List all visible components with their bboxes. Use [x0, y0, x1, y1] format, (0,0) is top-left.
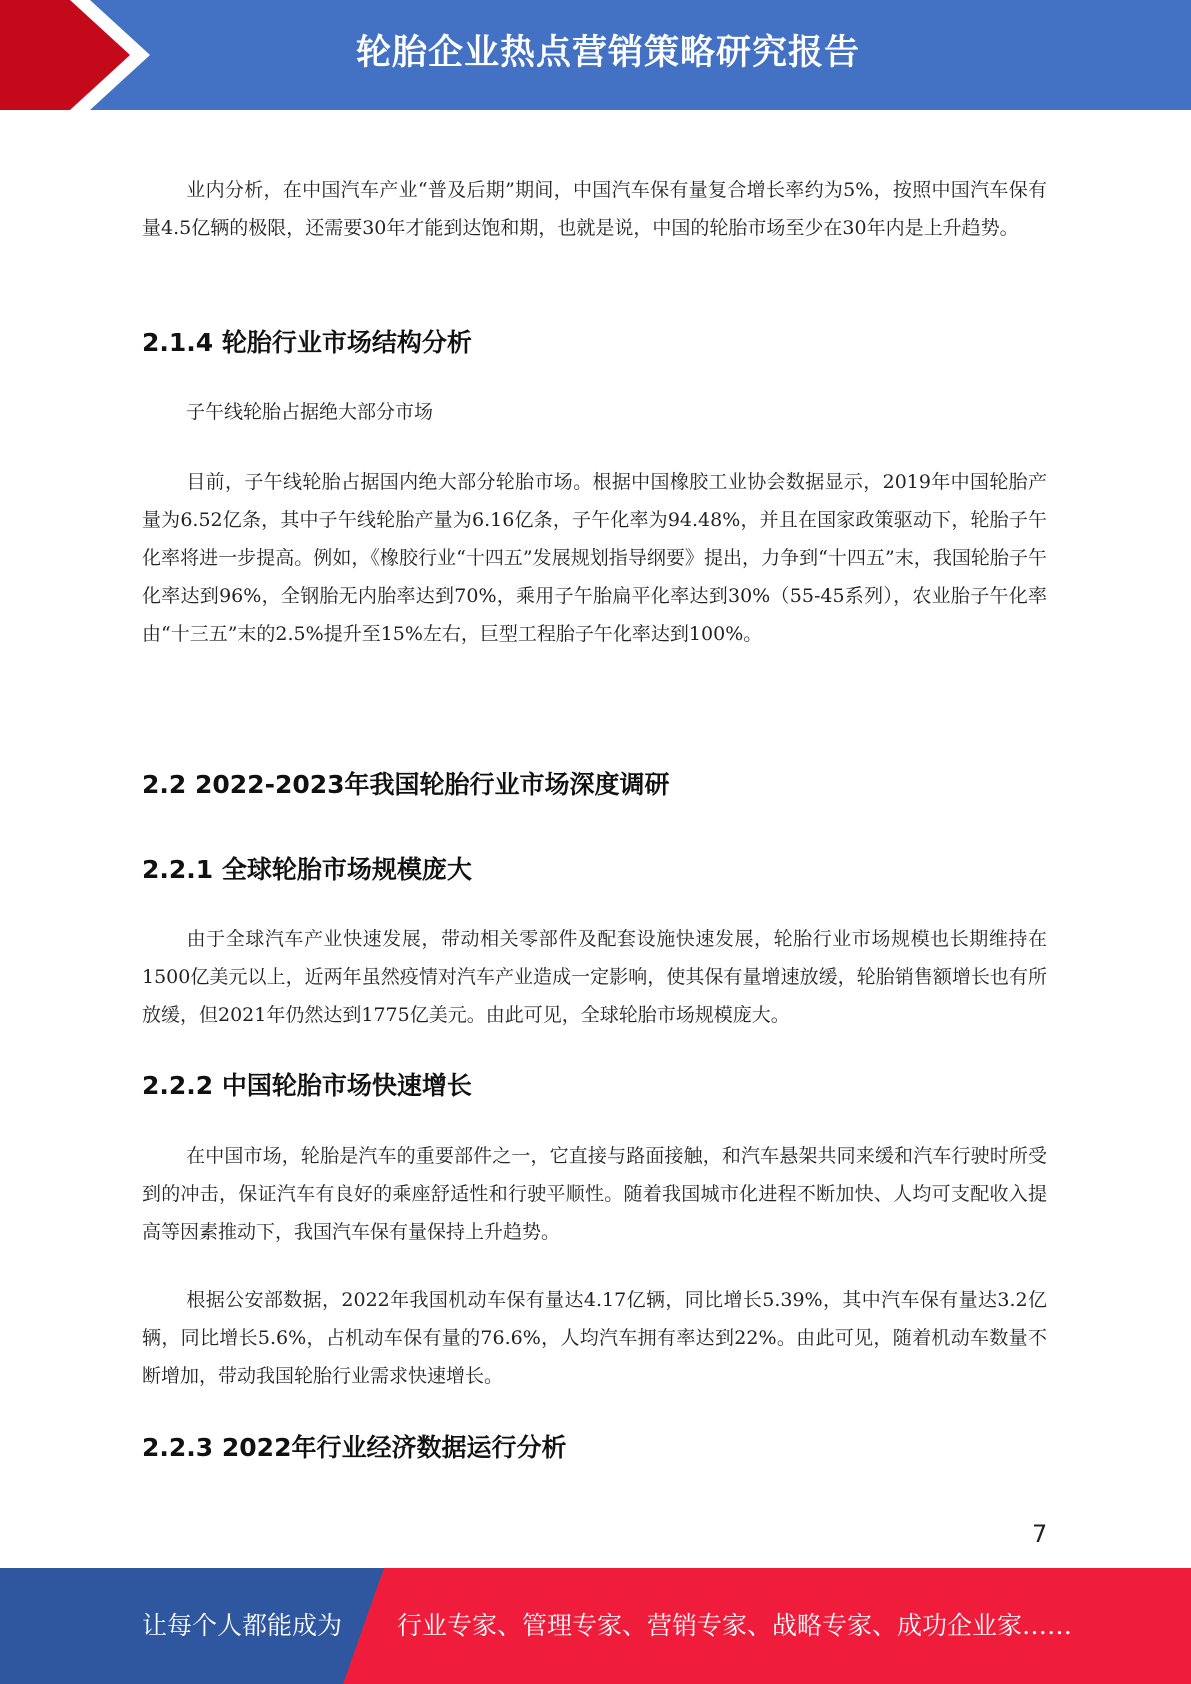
- heading-2-2: 2.2 2022-2023年我国轮胎行业市场深度调研: [142, 770, 670, 799]
- paragraph-1: [142, 171, 1047, 247]
- heading-2-2-1: 2.2.1 全球轮胎市场规模庞大: [142, 855, 472, 884]
- paragraph-2: [142, 393, 1047, 431]
- report-title: 轮胎企业热点营销策略研究报告: [355, 33, 860, 73]
- paragraph-5-text: 在中国市场，轮胎是汽车的重要部件之一，它直接与路面接触，和汽车悬架共同来缓和汽车行驶时所受到的冲击，保证汽车有良好的乘座舒适性和行驶平顺性。随着我国城市化进程不断加快、人均可支配收入提高等因素推动下，我国汽车保有量保持上升趋势。: [142, 1145, 1047, 1243]
- paragraph-5: [142, 1137, 1047, 1251]
- paragraph-3-text: 目前，子午线轮胎占据国内绝大部分轮胎市场。根据中国橡胶工业协会数据显示，2019年中国轮胎产量为6.52亿条，其中子午线轮胎产量为6.16亿条，子午化率为94.48%，并且在国家政策驱动下，轮胎子午化率将进一步提高。例如，《橡胶行业“十四五”发展规划指导纲要》提出，力争到“十四五”末，我国轮胎子午化率达到96%，全钢胎无内胎率达到70%，乘用子午胎扁平化率达到30%（55-45系列），农业胎子午化率由“十三五”末的2.5%提升至15%左右，巨型工程胎子午化率达到100%。: [142, 471, 1047, 645]
- page-number: 7: [1032, 1520, 1048, 1548]
- heading-2-2-3: 2.2.3 2022年行业经济数据运行分析: [142, 1433, 567, 1462]
- paragraph-3: [142, 463, 1047, 653]
- paragraph-2-text: 子午线轮胎占据绝大部分市场: [186, 401, 434, 423]
- page-header: [0, 0, 1191, 110]
- paragraph-1-text: 业内分析，在中国汽车产业“普及后期”期间，中国汽车保有量复合增长率约为5%，按照中国汽车保有量4.5亿辆的极限，还需要30年才能到达饱和期，也就是说，中国的轮胎市场至少在30年内是上升趋势。: [142, 179, 1047, 239]
- paragraph-4-text: 由于全球汽车产业快速发展，带动相关零部件及配套设施快速发展，轮胎行业市场规模也长期维持在1500亿美元以上，近两年虽然疫情对汽车产业造成一定影响，使其保有量增速放缓，轮胎销售额增长也有所放缓，但2021年仍然达到1775亿美元。由此可见，全球轮胎市场规模庞大。: [142, 928, 1047, 1026]
- paragraph-6: [142, 1281, 1047, 1395]
- page-footer: [0, 1568, 1191, 1684]
- footer-roles: 行业专家、管理专家、营销专家、战略专家、成功企业家……: [397, 1611, 1073, 1640]
- heading-2-2-2: 2.2.2 中国轮胎市场快速增长: [142, 1071, 472, 1100]
- footer-slogan: 让每个人都能成为: [142, 1611, 343, 1640]
- paragraph-6-text: 根据公安部数据，2022年我国机动车保有量达4.17亿辆，同比增长5.39%，其中汽车保有量达3.2亿辆，同比增长5.6%，占机动车保有量的76.6%，人均汽车拥有率达到22%。由此可见，随着机动车数量不断增加，带动我国轮胎行业需求快速增长。: [142, 1289, 1047, 1387]
- paragraph-4: [142, 920, 1047, 1034]
- heading-2-1-4: 2.1.4 轮胎行业市场结构分析: [142, 328, 472, 357]
